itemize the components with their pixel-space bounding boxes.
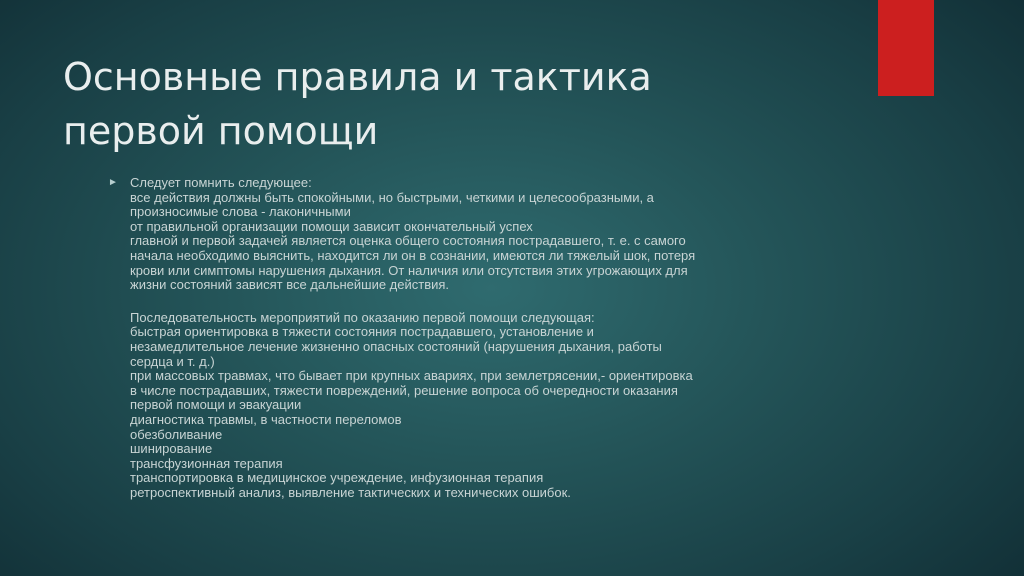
text-line: первой помощи и эвакуации (130, 397, 302, 413)
text-line: обезболивание (130, 426, 223, 442)
text-line: Следует помнить следующее: (130, 175, 312, 190)
text-line: транспортировка в медицинское учреждение, инфузионная терапия (130, 470, 544, 486)
text-line: сердца и т. д.) (130, 353, 215, 369)
title-line: Основные правила и тактика (63, 55, 652, 99)
slide-title (63, 50, 823, 158)
title-line: первой помощи (63, 109, 379, 153)
text-line: трансфузионная терапия (130, 455, 283, 471)
text-line: жизни состояний зависят все дальнейшие действия. (130, 277, 450, 293)
slide-body (110, 176, 850, 500)
red-accent-block (878, 0, 934, 96)
text-line: произносимые слова - лаконичными (130, 204, 351, 220)
text-line: незамедлительное лечение жизненно опасных состояний (нарушения дыхания, работы (130, 338, 662, 354)
triangle-bullet-icon: ► (108, 177, 118, 188)
text-line: все действия должны быть спокойными, но быстрыми, четкими и целесообразными, а (130, 189, 654, 205)
text-line: Последовательность мероприятий по оказанию первой помощи следующая: (130, 309, 595, 325)
text-line: диагностика травмы, в частности переломов (130, 411, 402, 427)
text-line: начала необходимо выяснить, находится ли он в сознании, имеются ли тяжелый шок, потеря (130, 247, 696, 263)
text-line: шинирование (130, 441, 213, 457)
text-line: от правильной организации помощи зависит окончательный успех (130, 218, 533, 234)
paragraph-sequence (130, 311, 850, 501)
text-line: при массовых травмах, что бывает при крупных авариях, при землетрясении,- ориентировка (130, 368, 693, 384)
text-line: быстрая ориентировка в тяжести состояния пострадавшего, установление и (130, 324, 594, 340)
paragraph-rules (130, 176, 850, 293)
text-line: ретроспективный анализ, выявление тактических и технических ошибок. (130, 484, 571, 500)
text-line: крови или симптомы нарушения дыхания. От наличия или отсутствия этих угрожающих для (130, 262, 688, 278)
text-line: главной и первой задачей является оценка общего состояния пострадавшего, т. е. с самого (130, 233, 686, 249)
text-line: в числе пострадавших, тяжести повреждений, решение вопроса об очередности оказания (130, 382, 678, 398)
